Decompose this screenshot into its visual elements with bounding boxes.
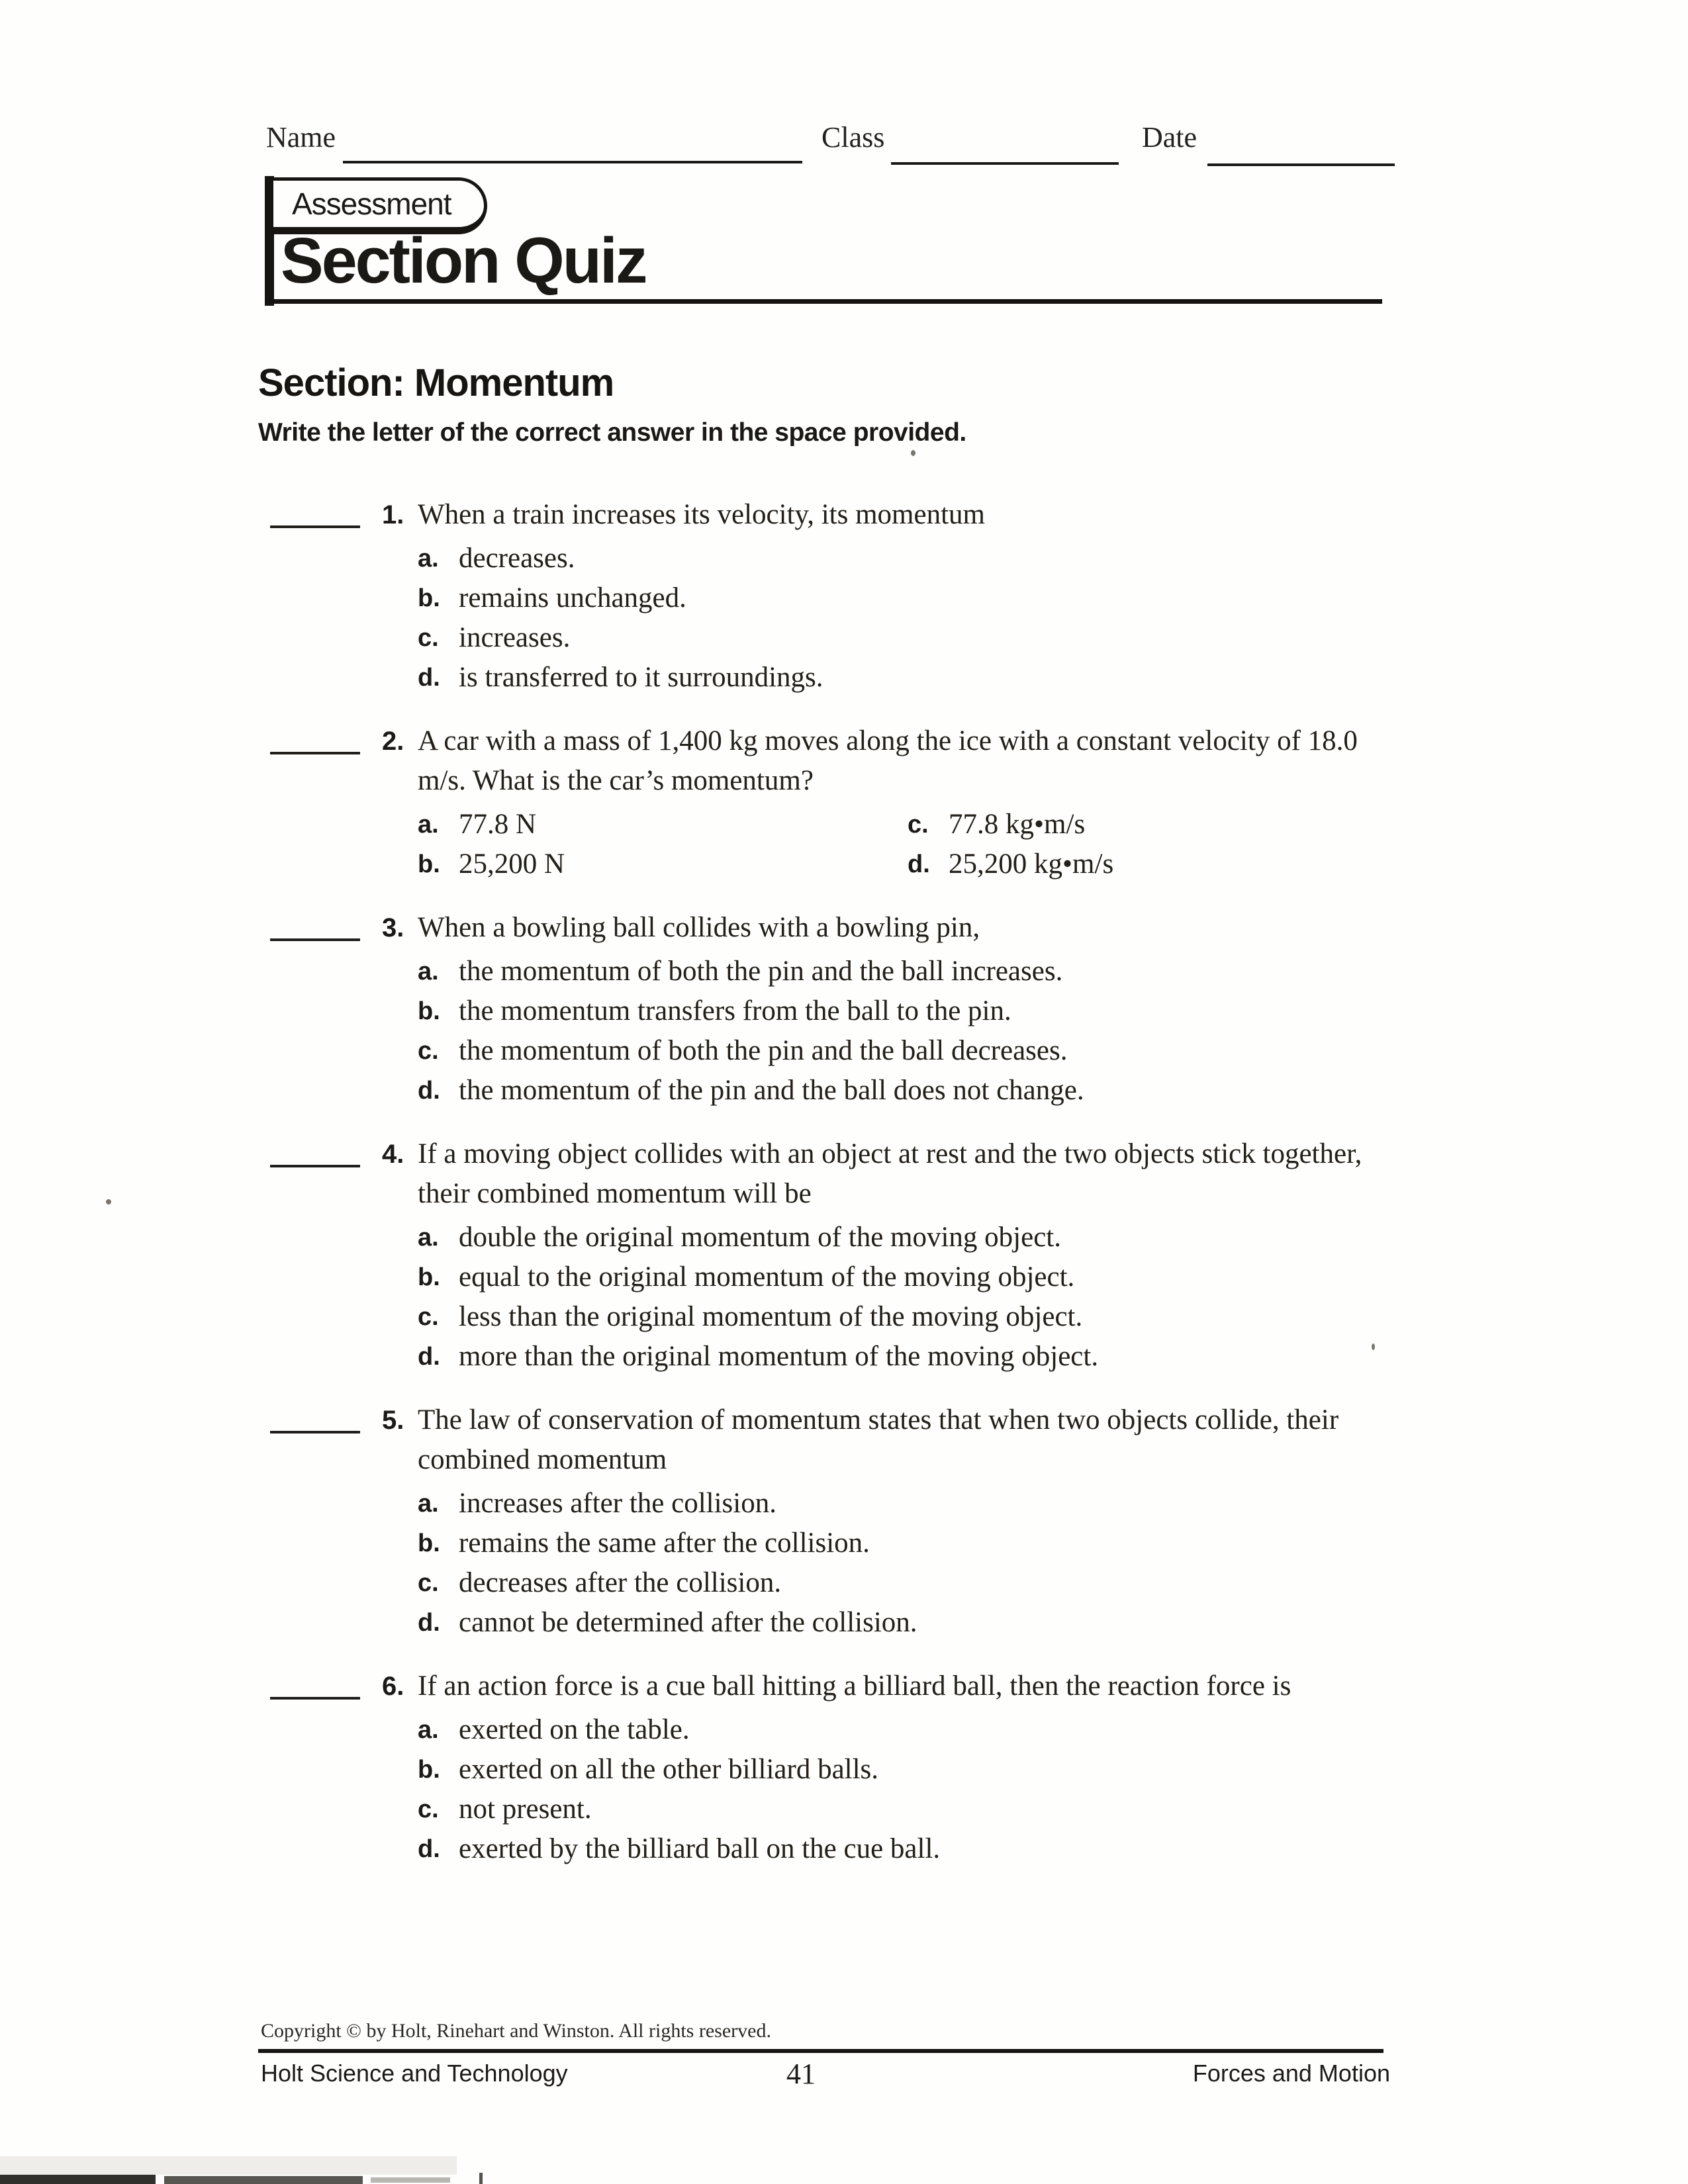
option-text: more than the original momentum of the moving object.: [459, 1341, 1099, 1372]
banner-left-bar: [265, 176, 274, 306]
option-text: equal to the original momentum of the moving object.: [459, 1261, 1075, 1293]
section-heading: Section: Momentum: [258, 361, 614, 404]
option: [418, 1337, 1390, 1377]
question-text: A car with a mass of 1,400 kg moves along the ice with a constant velocity of 18.0 m/s. What is the car’s momentum?: [418, 725, 1358, 796]
option-text: 25,200 N: [459, 848, 565, 880]
option: [418, 1563, 1390, 1603]
option-letter: c.: [418, 1037, 439, 1065]
option: [418, 1790, 1390, 1829]
option: [418, 1257, 1390, 1297]
scan-artifact: [0, 2175, 156, 2184]
option-letter: d.: [418, 1609, 440, 1637]
option-text: not present.: [459, 1794, 592, 1825]
footer-rule: [258, 2049, 1383, 2053]
option-letter: c.: [418, 624, 439, 652]
footer-publisher: Holt Science and Technology: [261, 2060, 568, 2087]
option-letter: b.: [418, 584, 440, 612]
option-text: less than the original momentum of the moving object.: [459, 1301, 1083, 1332]
answer-blank: [270, 1134, 360, 1167]
option-list: [418, 1218, 1390, 1377]
option-text: 25,200 kg•m/s: [949, 848, 1114, 880]
option-letter: a.: [418, 545, 439, 572]
question-4: [270, 1134, 1390, 1377]
option-letter: b.: [418, 850, 440, 878]
scan-artifact: [371, 2177, 450, 2183]
option: [908, 805, 1390, 844]
option-letter: d.: [908, 850, 930, 878]
question-text: The law of conservation of momentum states that when two objects collide, their combined momentum: [418, 1404, 1339, 1475]
option: [418, 1603, 1390, 1643]
question-text: If a moving object collides with an object at rest and the two objects stick together, their combined momentum will be: [418, 1138, 1362, 1209]
option: [418, 618, 1390, 658]
name-label: Name: [266, 121, 336, 154]
question-3: [270, 908, 1390, 1111]
option: [418, 578, 1390, 618]
option-text: the momentum of both the pin and the ball decreases.: [459, 1035, 1068, 1066]
option: [418, 539, 1390, 578]
option-letter: c.: [418, 1569, 439, 1597]
option-letter: a.: [418, 811, 439, 839]
question-2: [270, 721, 1390, 884]
footer-book-title: Forces and Motion: [1192, 2060, 1390, 2087]
assessment-tab-label: Assessment: [292, 187, 451, 221]
option-list: [418, 805, 1390, 884]
option: [418, 1829, 1390, 1869]
option-list: [418, 1710, 1390, 1869]
name-blank-line: [343, 161, 802, 163]
option-letter: c.: [908, 811, 929, 839]
option-letter: d.: [418, 1077, 440, 1105]
option-letter: d.: [418, 1835, 440, 1863]
question-1: [270, 495, 1390, 698]
option-letter: b.: [418, 1756, 440, 1784]
option: [418, 1031, 1390, 1071]
option: [418, 844, 908, 884]
option-letter: b.: [418, 997, 440, 1025]
answer-blank: [270, 1400, 360, 1433]
class-blank-line: [891, 162, 1119, 165]
question-number: 3.: [382, 913, 404, 942]
answer-blank: [270, 1666, 360, 1700]
title-rule: [265, 299, 1382, 304]
answer-blank: [270, 908, 360, 941]
option: [418, 658, 1390, 698]
answer-blank: [270, 721, 360, 754]
scan-speck: [911, 450, 915, 456]
option-text: the momentum transfers from the ball to the pin.: [459, 995, 1011, 1026]
scan-artifact: [479, 2173, 483, 2184]
footer-page-number: 41: [786, 2058, 816, 2090]
option: [418, 1710, 1390, 1750]
scan-smudge: [0, 2156, 457, 2175]
option-letter: b.: [418, 1263, 440, 1291]
option-letter: a.: [418, 1716, 439, 1744]
option: [418, 1750, 1390, 1790]
scan-speck: [106, 1199, 111, 1205]
option-letter: a.: [418, 958, 439, 985]
question-6: [270, 1666, 1390, 1869]
option-text: increases.: [459, 622, 571, 653]
option-text: remains unchanged.: [459, 582, 686, 614]
date-blank-line: [1207, 163, 1395, 166]
option: [418, 1484, 1390, 1524]
option: [418, 1524, 1390, 1563]
question-number: 5.: [382, 1406, 404, 1435]
question-number: 2.: [382, 727, 404, 756]
option-list: [418, 952, 1390, 1111]
option: [418, 952, 1390, 991]
option-list: [418, 539, 1390, 698]
question-text: When a bowling ball collides with a bowling pin,: [418, 912, 980, 943]
option: [908, 844, 1390, 884]
option: [418, 1071, 1390, 1111]
scan-speck: [1372, 1343, 1375, 1350]
option-text: 77.8 kg•m/s: [949, 809, 1086, 840]
question-text: When a train increases its velocity, its momentum: [418, 499, 985, 530]
option: [418, 1297, 1390, 1337]
option-text: exerted by the billiard ball on the cue ball.: [459, 1833, 941, 1864]
scan-artifact: [164, 2176, 363, 2184]
option-text: exerted on the table.: [459, 1714, 690, 1745]
class-label: Class: [821, 121, 885, 154]
instructions: Write the letter of the correct answer in the space provided.: [258, 418, 966, 447]
option-letter: a.: [418, 1224, 439, 1251]
option-text: exerted on all the other billiard balls.: [459, 1754, 879, 1785]
option: [418, 805, 908, 844]
option-letter: c.: [418, 1303, 439, 1331]
option-text: is transferred to it surroundings.: [459, 662, 823, 693]
option-letter: a.: [418, 1490, 439, 1518]
footer-copyright: Copyright © by Holt, Rinehart and Winston. All rights reserved.: [261, 2020, 771, 2042]
option-letter: b.: [418, 1529, 440, 1557]
question-5: [270, 1400, 1390, 1643]
option-text: 77.8 N: [459, 809, 537, 840]
option-text: double the original momentum of the moving object.: [459, 1222, 1061, 1253]
answer-blank: [270, 495, 360, 528]
option-text: cannot be determined after the collision.: [459, 1607, 917, 1638]
option-list: [418, 1484, 1390, 1643]
question-number: 4.: [382, 1140, 404, 1169]
question-number: 6.: [382, 1672, 404, 1701]
question-list: [270, 495, 1390, 1893]
option-letter: d.: [418, 664, 440, 692]
option-text: decreases after the collision.: [459, 1567, 782, 1598]
option-text: the momentum of both the pin and the ball increases.: [459, 956, 1063, 987]
option: [418, 991, 1390, 1031]
page-title: Section Quiz: [281, 224, 646, 296]
option-text: decreases.: [459, 543, 575, 574]
option-text: increases after the collision.: [459, 1488, 776, 1519]
option-letter: c.: [418, 1796, 439, 1823]
option-text: remains the same after the collision.: [459, 1527, 870, 1559]
question-number: 1.: [382, 500, 404, 529]
question-text: If an action force is a cue ball hitting a billiard ball, then the reaction force is: [418, 1670, 1291, 1702]
option-text: the momentum of the pin and the ball does not change.: [459, 1075, 1084, 1106]
option-letter: d.: [418, 1343, 440, 1371]
option: [418, 1218, 1390, 1257]
date-label: Date: [1142, 121, 1197, 154]
